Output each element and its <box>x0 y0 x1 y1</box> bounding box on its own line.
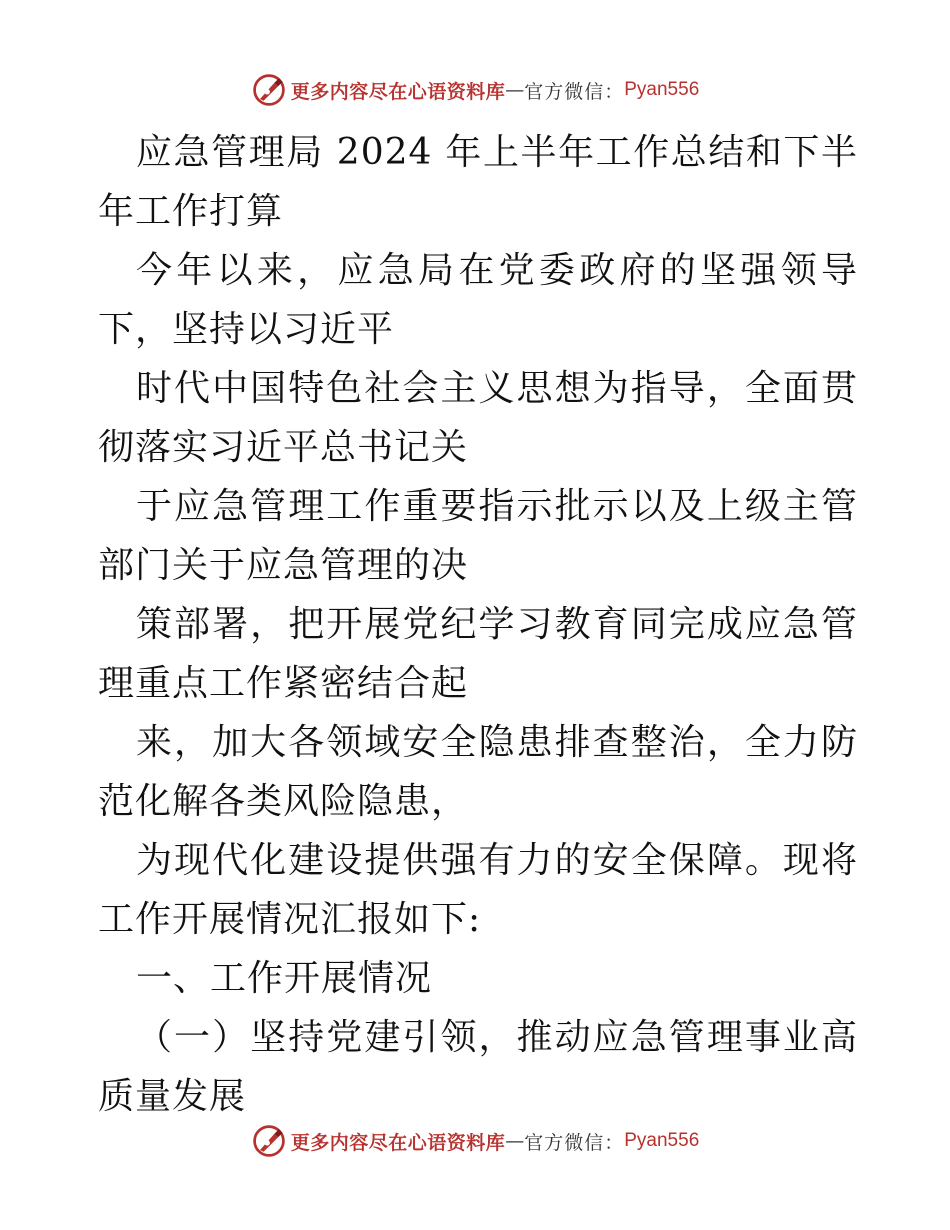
watermark-dash: — <box>505 1130 525 1152</box>
document-body <box>98 123 858 1126</box>
watermark-wechat-id: Pyan556 <box>624 1130 700 1151</box>
pen-seal-logo-icon <box>251 72 287 108</box>
watermark-label: 官方微信： <box>524 1131 625 1154</box>
watermark-label: 官方微信： <box>524 80 625 103</box>
paragraph-2: 时代中国特色社会主义思想为指导，全面贯彻落实习近平总书记关 <box>98 368 858 468</box>
header-watermark <box>0 70 950 110</box>
footer-watermark <box>0 1121 950 1161</box>
subsection-heading-1: （一）坚持党建引领，推动应急管理事业高质量发展 <box>98 1017 858 1117</box>
paragraph-3: 于应急管理工作重要指示批示以及上级主管部门关于应急管理的决 <box>98 486 858 586</box>
watermark-wechat-id: Pyan556 <box>624 79 700 100</box>
paragraph-4: 策部署，把开展党纪学习教育同完成应急管理重点工作紧密结合起 <box>98 604 858 704</box>
paragraph-1: 今年以来，应急局在党委政府的坚强领导下，坚持以习近平 <box>98 250 858 350</box>
watermark-brand: 更多内容尽在心语资料库 <box>290 80 506 103</box>
watermark-dash: — <box>505 79 525 101</box>
watermark-brand: 更多内容尽在心语资料库 <box>290 1131 506 1154</box>
document-title: 应急管理局 2024 年上半年工作总结和下半年工作打算 <box>98 132 858 232</box>
paragraph-5: 来，加大各领域安全隐患排查整治，全力防范化解各类风险隐患， <box>98 722 858 822</box>
section-heading-1: 一、工作开展情况 <box>136 958 433 999</box>
paragraph-6: 为现代化建设提供强有力的安全保障。现将工作开展情况汇报如下: <box>98 840 858 940</box>
pen-seal-logo-icon <box>251 1123 287 1159</box>
